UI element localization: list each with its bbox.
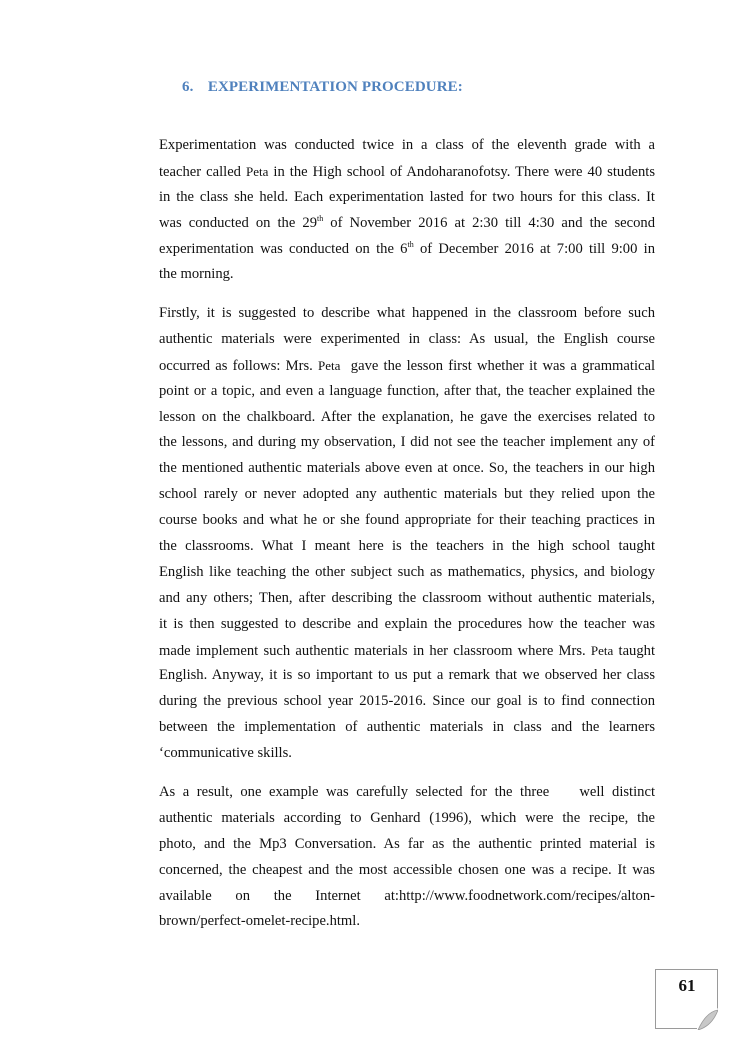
text-line: authentic materials were experimented in class: As usual, the English course bbox=[159, 330, 655, 347]
text-line: school rarely or never adopted any authentic materials but they relied upon the bbox=[159, 486, 655, 503]
text-line: during the previous school year 2015-2016. Since our goal is to find connection bbox=[159, 693, 655, 710]
teacher-name: Peta bbox=[318, 357, 341, 373]
section-number: 6. bbox=[182, 79, 194, 95]
paragraph-authentic-materials bbox=[159, 780, 655, 935]
text-line: was conducted on the 29th of November 2016 at 2:30 till 4:30 and the second bbox=[159, 213, 655, 231]
text-line: English. Anyway, it is so important to us put a remark that we observed her class bbox=[159, 667, 655, 684]
text-line: the classrooms. What I meant here is the teachers in the high school taught bbox=[159, 538, 655, 555]
section-heading bbox=[182, 79, 463, 96]
teacher-name: Peta bbox=[246, 163, 269, 179]
text-line: concerned, the cheapest and the most accessible chosen one was a recipe. It was bbox=[159, 861, 655, 878]
text-line: point or a topic, and even a language function, after that, the teacher explained the bbox=[159, 382, 655, 399]
text-line: photo, and the Mp3 Conversation. As far as the authentic printed material is bbox=[159, 835, 655, 852]
text-line: experimentation was conducted on the 6th of December 2016 at 7:00 till 9:00 in bbox=[159, 239, 656, 257]
page-number: 61 bbox=[678, 976, 696, 995]
text-line: it is then suggested to describe and explain the procedures how the teacher was bbox=[159, 615, 655, 632]
text-line: authentic materials according to Genhard (1996), which were the recipe, the bbox=[159, 809, 655, 826]
teacher-name: Peta bbox=[590, 642, 614, 658]
text-line: occurred as follows: Mrs. Peta gave the lesson first whether it was a grammatical bbox=[159, 357, 656, 374]
ordinal-suffix: th bbox=[407, 239, 414, 249]
paragraph-classroom-description bbox=[159, 301, 655, 767]
paragraph-experimentation-schedule bbox=[159, 133, 655, 288]
text-line: made implement such authentic materials in her classroom where Mrs. Peta taught bbox=[159, 642, 655, 659]
text-line: the mentioned authentic materials above even at once. So, the teachers in our high bbox=[159, 460, 655, 477]
text-line: English like teaching the other subject such as mathematics, physics, and biology bbox=[159, 563, 655, 580]
text-line: between the implementation of authentic materials in class and the learners bbox=[159, 719, 655, 736]
text-line: the lessons, and during my observation, I did not see the teacher implement any of bbox=[159, 434, 655, 451]
section-title: EXPERIMENTATION PROCEDURE: bbox=[207, 79, 463, 95]
text-line: teacher called Peta in the High school of Andoharanofotsy. There were 40 students bbox=[159, 163, 656, 180]
text-line: Experimentation was conducted twice in a class of the eleventh grade with a bbox=[159, 137, 655, 153]
text-line: As a result, one example was carefully selected for the three well distinct bbox=[159, 784, 655, 800]
ordinal-suffix: th bbox=[317, 213, 324, 223]
text-line-with-url: available on the Internet at:http://www.foodnetwork.com/recipes/alton- bbox=[159, 887, 655, 904]
text-line: in the class she held. Each experimentation lasted for two hours for this class. It bbox=[159, 188, 655, 205]
text-line: and any others; Then, after describing the classroom without authentic materials, bbox=[159, 589, 655, 606]
page-curl-icon bbox=[696, 1008, 718, 1030]
text-line-url-end: brown/perfect-omelet-recipe.html. bbox=[159, 913, 360, 930]
text-line: course books and what he or she found appropriate for their teaching practices in bbox=[159, 512, 655, 529]
text-line: lesson on the chalkboard. After the explanation, he gave the exercises related to bbox=[159, 408, 655, 425]
text-line: Firstly, it is suggested to describe what happened in the classroom before such bbox=[159, 305, 655, 321]
text-line: ‘communicative skills. bbox=[159, 745, 292, 762]
text-line: the morning. bbox=[159, 266, 234, 283]
